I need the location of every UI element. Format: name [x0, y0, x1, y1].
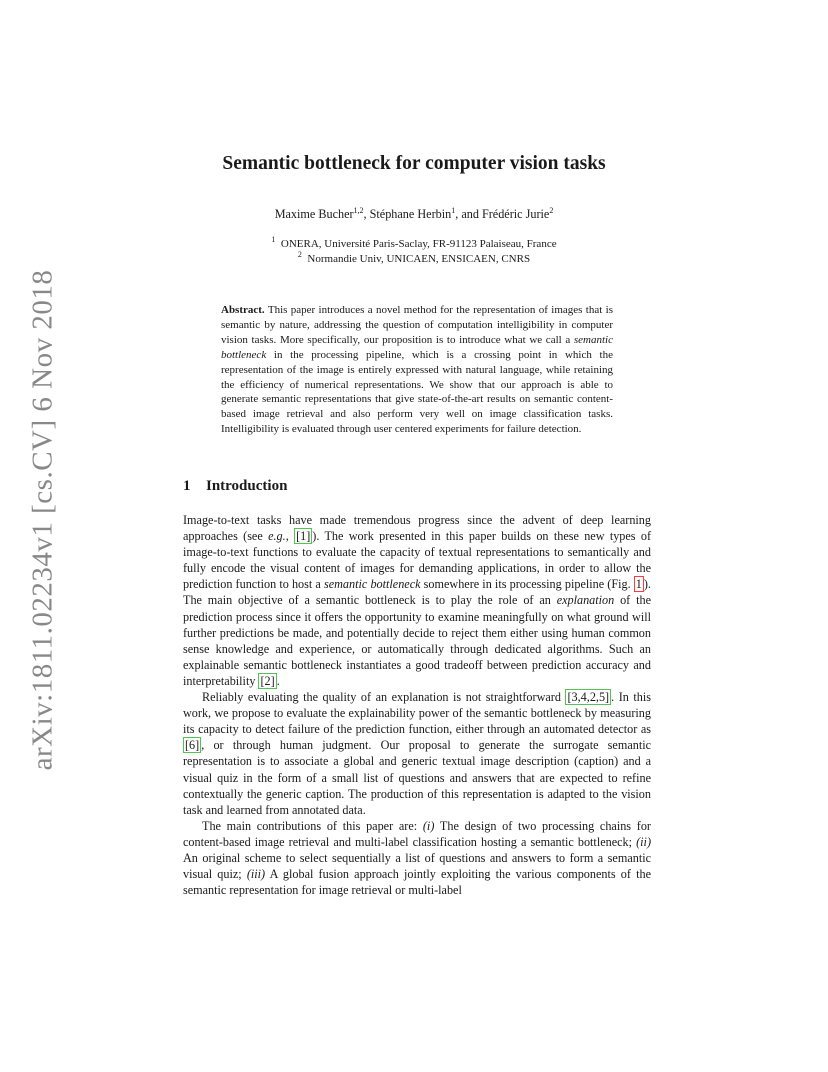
text-run: A global fusion approach jointly exploiting the various components of the semantic representation for image retrieval or multi-label — [183, 867, 651, 898]
abstract-label: Abstract. — [221, 304, 265, 316]
section-heading — [183, 478, 287, 495]
emphasis: (iii) — [246, 867, 266, 882]
affiliation-mark: 1 — [271, 235, 276, 244]
arxiv-side-stamp: arXiv:1811.02234v1 [cs.CV] 6 Nov 2018 — [26, 269, 59, 771]
paragraph — [183, 689, 651, 818]
affiliation — [0, 250, 828, 265]
affiliation-text: Normandie Univ, UNICAEN, ENSICAEN, CNRS — [307, 253, 531, 265]
text-run: . — [276, 673, 280, 688]
emphasis: (i) — [422, 818, 435, 833]
citation-link[interactable]: [1] — [296, 529, 311, 544]
citation-link[interactable]: [2] — [260, 673, 275, 688]
text-run: of the prediction process since it offers the opportunity to examine meaningfully on what ground will further predictions be made, and potentially decide to reject them either using human common sense knowledge and experience, or automatically through dedicated algorithms. Such an explainable semantic bottleneck instantiates a good tradeoff between prediction accuracy and interpretability — [183, 593, 651, 688]
author-affil-mark: 2 — [549, 206, 554, 215]
text-run: somewhere in its processing pipeline (Fig. — [420, 577, 634, 592]
text-run: The main contributions of this paper are: — [202, 818, 423, 833]
paper-title: Semantic bottleneck for computer vision tasks — [222, 153, 606, 174]
author-name: Maxime Bucher — [274, 207, 354, 221]
affiliation-mark: 2 — [297, 250, 302, 259]
text-run: ). The work presented in this paper builds on these new types of image-to-text functions to evaluate the capacity of textual representations to semantically and fully encode the visual content of images for demanding applications, in order to allow the prediction function to host a — [183, 529, 652, 592]
emphasis: e.g. — [268, 529, 286, 544]
author-affil-mark: 1 — [451, 206, 456, 215]
paragraph — [183, 512, 651, 689]
text-run: , or through human judgment. Our proposal to generate the surrogate semantic representation is to associate a global and generic textual image description (caption) and a visual quiz in the form of a small list of questions and answers that are expected to refine contextually the generic caption. The production of this representation is adapted to the vision task and learned from annotated data. — [183, 738, 651, 817]
author-name: , Stéphane Herbin — [363, 207, 452, 221]
affiliation — [0, 235, 828, 250]
abstract-emphasis: semantic bottleneck — [221, 333, 613, 361]
author-name: , and Frédéric Jurie — [455, 207, 550, 221]
emphasis: semantic bottleneck — [323, 577, 421, 592]
emphasis: explanation — [556, 593, 615, 608]
citation-link[interactable]: [3,4,2,5] — [567, 690, 610, 705]
text-run: ). The main objective of a semantic bottleneck is to play the role of an — [183, 577, 651, 608]
body-text — [183, 512, 651, 898]
text-run: , — [285, 529, 295, 544]
text-run: Reliably evaluating the quality of an explanation is not straightforward — [202, 690, 566, 705]
author-affil-mark: 1,2 — [353, 206, 364, 215]
section-number: 1 — [183, 478, 191, 494]
abstract-text: This paper introduces a novel method for the representation of images that is semantic by nature, addressing the question of computation intelligibility in computer vision tasks. More specifically, our proposition is to introduce what we call a — [221, 304, 613, 346]
abstract-text: in the processing pipeline, which is a crossing point in which the representation of the image is entirely expressed with natural language, while retaining the efficiency of numerical representations. We show that our approach is able to generate semantic representations that give state-of-the-art results on semantic content-based image retrieval and also perform very well on image classification tasks. Intelligibility is evaluated through user centered experiments for failure detection. — [221, 348, 613, 436]
section-title: Introduction — [206, 478, 288, 494]
author-list — [0, 206, 828, 222]
text-run: . In this work, we propose to evaluate the explainability power of the semantic bottleneck by measuring its capacity to detect failure of the prediction function, either through an automated detector as — [183, 690, 652, 737]
figure-ref-link[interactable]: 1 — [635, 577, 642, 592]
text-run: The design of two processing chains for content-based image retrieval and multi-label classification hosting a semantic bottleneck; — [183, 818, 651, 849]
citation-link[interactable]: [6] — [185, 738, 200, 753]
text-run: Image-to-text tasks have made tremendous progress since the advent of deep learning approaches (see — [183, 513, 651, 544]
text-run: An original scheme to select sequentially a list of questions and answers to form a semantic visual quiz; — [183, 850, 651, 882]
affiliation-text: ONERA, Université Paris-Saclay, FR-91123 Palaiseau, France — [280, 238, 557, 250]
paragraph — [183, 818, 651, 898]
abstract — [221, 303, 613, 437]
emphasis: (ii) — [636, 834, 651, 849]
